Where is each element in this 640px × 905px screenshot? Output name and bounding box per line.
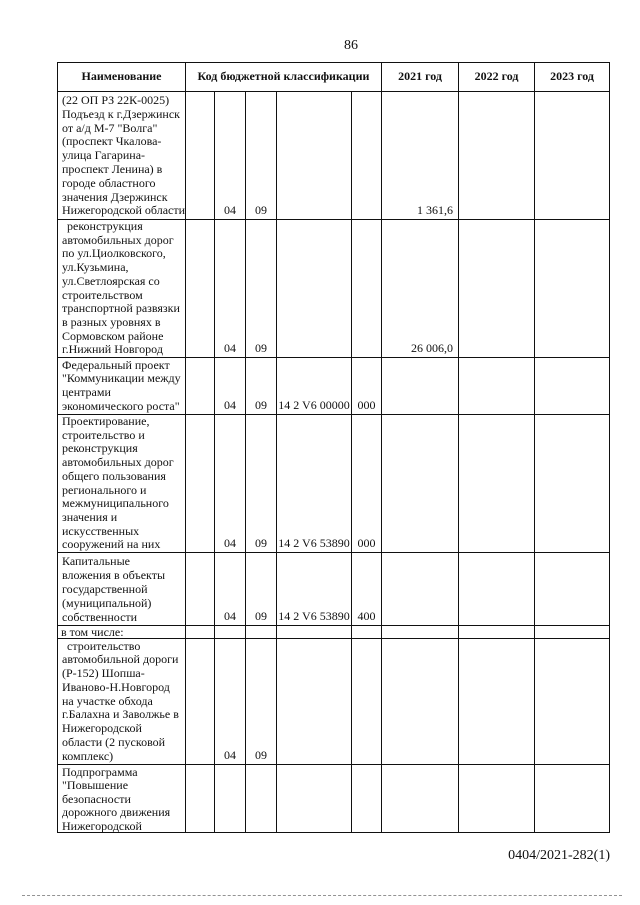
code-expense-type bbox=[352, 765, 382, 833]
table-row bbox=[58, 553, 610, 626]
value-2021 bbox=[382, 765, 459, 833]
table-row bbox=[58, 92, 610, 220]
code-expense-type: 000 bbox=[352, 358, 382, 415]
value-2022 bbox=[459, 553, 535, 626]
value-2023 bbox=[535, 92, 610, 220]
code-section bbox=[215, 626, 246, 639]
value-2021 bbox=[382, 639, 459, 765]
value-2022 bbox=[459, 415, 535, 553]
value-2023 bbox=[535, 220, 610, 358]
code-target-article bbox=[277, 92, 352, 220]
row-name: Капитальные вложения в объекты государственной (муниципальной) собственности bbox=[58, 553, 186, 626]
row-name: строительство автомобильной дороги (Р-152) Шопша- Иваново-Н.Новгород на участке обхода г.Балахна и Заволжье в Нижегородской области (2 пусковой комплекс) bbox=[58, 639, 186, 765]
code-expense-type bbox=[352, 220, 382, 358]
code-ministry bbox=[186, 553, 215, 626]
code-section: 04 bbox=[215, 92, 246, 220]
code-expense-type bbox=[352, 626, 382, 639]
value-2022 bbox=[459, 626, 535, 639]
table-header-row bbox=[58, 63, 610, 92]
row-name: (22 ОП РЗ 22К-0025) Подъезд к г.Дзержинск от а/д М-7 "Волга" (проспект Чкалова- улица Гагарина- проспект Ленина) в городе областного значения Дзержинск Нижегородской области bbox=[58, 92, 186, 220]
code-target-article bbox=[277, 639, 352, 765]
row-name: Федеральный проект "Коммуникации между центрами экономического роста" bbox=[58, 358, 186, 415]
code-target-article bbox=[277, 765, 352, 833]
code-section: 04 bbox=[215, 639, 246, 765]
code-expense-type: 400 bbox=[352, 553, 382, 626]
table-row bbox=[58, 626, 610, 639]
code-subsection bbox=[246, 626, 277, 639]
value-2023 bbox=[535, 639, 610, 765]
code-subsection bbox=[246, 765, 277, 833]
row-name: в том числе: bbox=[58, 626, 186, 639]
code-subsection: 09 bbox=[246, 639, 277, 765]
value-2021 bbox=[382, 553, 459, 626]
table-row bbox=[58, 358, 610, 415]
value-2022 bbox=[459, 358, 535, 415]
header-year-2023: 2023 год bbox=[535, 63, 610, 92]
code-ministry bbox=[186, 626, 215, 639]
value-2021 bbox=[382, 415, 459, 553]
code-section: 04 bbox=[215, 358, 246, 415]
value-2022 bbox=[459, 639, 535, 765]
row-name: Проектирование, строительство и реконструкция автомобильных дорог общего пользования регионального и межмуниципального значения и искусственных сооружений на них bbox=[58, 415, 186, 553]
code-ministry bbox=[186, 415, 215, 553]
header-year-2022: 2022 год bbox=[459, 63, 535, 92]
code-section: 04 bbox=[215, 415, 246, 553]
code-expense-type bbox=[352, 639, 382, 765]
value-2022 bbox=[459, 92, 535, 220]
code-expense-type: 000 bbox=[352, 415, 382, 553]
code-subsection: 09 bbox=[246, 553, 277, 626]
value-2021 bbox=[382, 358, 459, 415]
code-ministry bbox=[186, 220, 215, 358]
header-name: Наименование bbox=[58, 63, 186, 92]
value-2023 bbox=[535, 358, 610, 415]
code-section: 04 bbox=[215, 220, 246, 358]
code-subsection: 09 bbox=[246, 92, 277, 220]
code-ministry bbox=[186, 358, 215, 415]
code-target-article: 14 2 V6 00000 bbox=[277, 358, 352, 415]
code-subsection: 09 bbox=[246, 358, 277, 415]
code-ministry bbox=[186, 765, 215, 833]
budget-table bbox=[57, 62, 610, 833]
value-2021: 26 006,0 bbox=[382, 220, 459, 358]
header-budget-code: Код бюджетной классификации bbox=[186, 63, 382, 92]
code-target-article bbox=[277, 626, 352, 639]
value-2023 bbox=[535, 626, 610, 639]
value-2022 bbox=[459, 765, 535, 833]
code-section bbox=[215, 765, 246, 833]
scan-edge-marks bbox=[22, 895, 622, 896]
table-row bbox=[58, 765, 610, 833]
code-ministry bbox=[186, 92, 215, 220]
row-name: Подпрограмма "Повышение безопасности дорожного движения Нижегородской bbox=[58, 765, 186, 833]
code-section: 04 bbox=[215, 553, 246, 626]
page-number: 86 bbox=[344, 38, 358, 53]
value-2021: 1 361,6 bbox=[382, 92, 459, 220]
code-subsection: 09 bbox=[246, 415, 277, 553]
code-target-article: 14 2 V6 53890 bbox=[277, 553, 352, 626]
table-row bbox=[58, 220, 610, 358]
value-2022 bbox=[459, 220, 535, 358]
value-2023 bbox=[535, 553, 610, 626]
code-target-article bbox=[277, 220, 352, 358]
table-row bbox=[58, 415, 610, 553]
document-id: 0404/2021-282(1) bbox=[508, 848, 610, 863]
code-expense-type bbox=[352, 92, 382, 220]
code-ministry bbox=[186, 639, 215, 765]
code-target-article: 14 2 V6 53890 bbox=[277, 415, 352, 553]
value-2023 bbox=[535, 765, 610, 833]
value-2023 bbox=[535, 415, 610, 553]
header-year-2021: 2021 год bbox=[382, 63, 459, 92]
code-subsection: 09 bbox=[246, 220, 277, 358]
table-row bbox=[58, 639, 610, 765]
value-2021 bbox=[382, 626, 459, 639]
row-name: реконструкция автомобильных дорог по ул.Циолковского, ул.Кузьмина, ул.Светлоярская со строительством транспортной развязки в разных уровнях в Сормовском районе г.Нижний Новгород bbox=[58, 220, 186, 358]
